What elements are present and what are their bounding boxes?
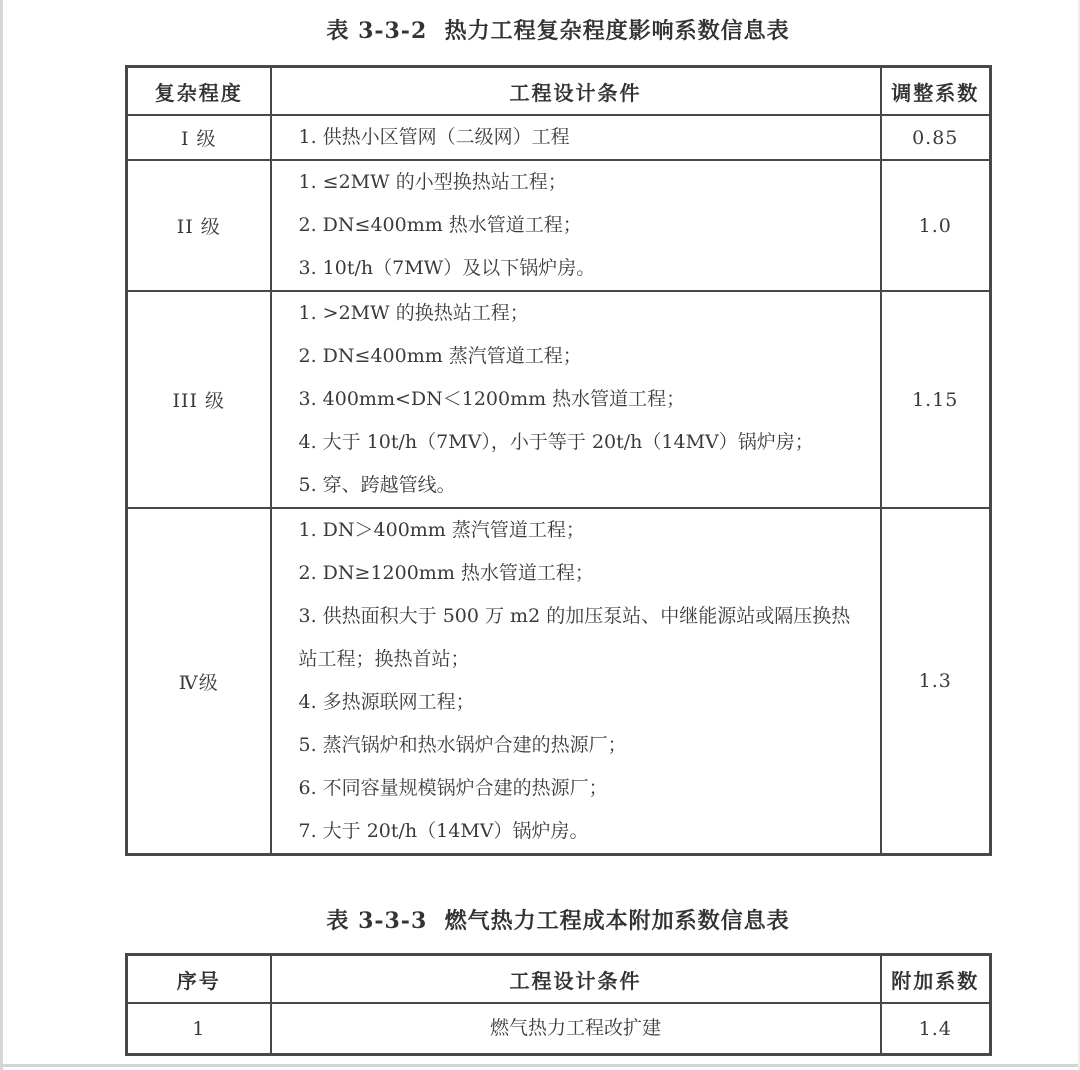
condition-item: 6. 不同容量规模锅炉合建的热源厂； [298, 777, 608, 799]
coefficient-cell: 1.15 [881, 291, 991, 508]
header-adjustment-coefficient: 调整系数 [881, 67, 991, 116]
table-row-level-2 [127, 160, 991, 291]
condition-item: 5. 蒸汽锅炉和热水锅炉合建的热源厂； [298, 734, 627, 756]
coefficient-cell: 0.85 [881, 115, 991, 160]
level-cell: Ⅳ级 [127, 508, 271, 855]
condition-item: 1. >2MW 的换热站工程； [298, 302, 529, 324]
scan-edge-bottom [0, 1064, 1080, 1067]
header-design-conditions: 工程设计条件 [271, 955, 881, 1004]
table-3-3-3-title: 表 3-3-3 燃气热力工程成本附加系数信息表 [326, 908, 790, 934]
table-row-level-4 [127, 508, 991, 855]
coefficient-cell: 1.3 [881, 508, 991, 855]
condition-item: 1. ≤2MW 的小型换热站工程； [298, 171, 567, 193]
condition-item: 2. DN≤400mm 蒸汽管道工程； [298, 345, 582, 367]
condition-item: 5. 穿、跨越管线。 [298, 474, 456, 496]
scan-edge-left [0, 0, 3, 1070]
condition-item: 燃气热力工程改扩建 [489, 1017, 661, 1039]
table-3-3-2 [125, 65, 992, 856]
level-cell: III 级 [127, 291, 271, 508]
conditions-cell [271, 291, 881, 508]
condition-item: 4. 多热源联网工程； [298, 691, 475, 713]
condition-item: 1. 供热小区管网（二级网）工程 [298, 126, 570, 148]
condition-item: 1. DN＞400mm 蒸汽管道工程； [298, 519, 585, 541]
header-design-conditions: 工程设计条件 [271, 67, 881, 116]
coefficient-cell: 1.4 [881, 1003, 991, 1055]
condition-item: 2. DN≤400mm 热水管道工程； [298, 214, 582, 236]
condition-item: 2. DN≥1200mm 热水管道工程； [298, 562, 594, 584]
header-row [127, 955, 991, 1004]
header-complexity-level: 复杂程度 [127, 67, 271, 116]
condition-item: 3. 10t/h（7MW）及以下锅炉房。 [298, 257, 596, 279]
condition-item: 7. 大于 20t/h（14MV）锅炉房。 [298, 820, 589, 842]
condition-item: 3. 供热面积大于 500 万 m2 的加压泵站、中继能源站或隔压换热站工程；换热首站； [298, 605, 851, 670]
condition-item: 4. 大于 10t/h（7MV），小于等于 20t/h（14MV）锅炉房； [298, 431, 814, 453]
table-3-3-3 [125, 953, 992, 1056]
conditions-cell [271, 160, 881, 291]
coefficient-cell: 1.0 [881, 160, 991, 291]
table-row-level-1 [127, 115, 991, 160]
level-cell: I 级 [127, 115, 271, 160]
conditions-cell [271, 115, 881, 160]
table-row-1 [127, 1003, 991, 1055]
table-row-level-3 [127, 291, 991, 508]
header-additional-coefficient: 附加系数 [881, 955, 991, 1004]
level-cell: II 级 [127, 160, 271, 291]
conditions-cell [271, 1003, 881, 1055]
header-row [127, 67, 991, 116]
conditions-cell [271, 508, 881, 855]
serial-cell: 1 [127, 1003, 271, 1055]
header-serial-number: 序号 [127, 955, 271, 1004]
condition-item: 3. 400mm<DN＜1200mm 热水管道工程； [298, 388, 686, 410]
document-page [125, 0, 991, 1056]
table-3-3-2-title: 表 3-3-2 热力工程复杂程度影响系数信息表 [326, 18, 790, 44]
